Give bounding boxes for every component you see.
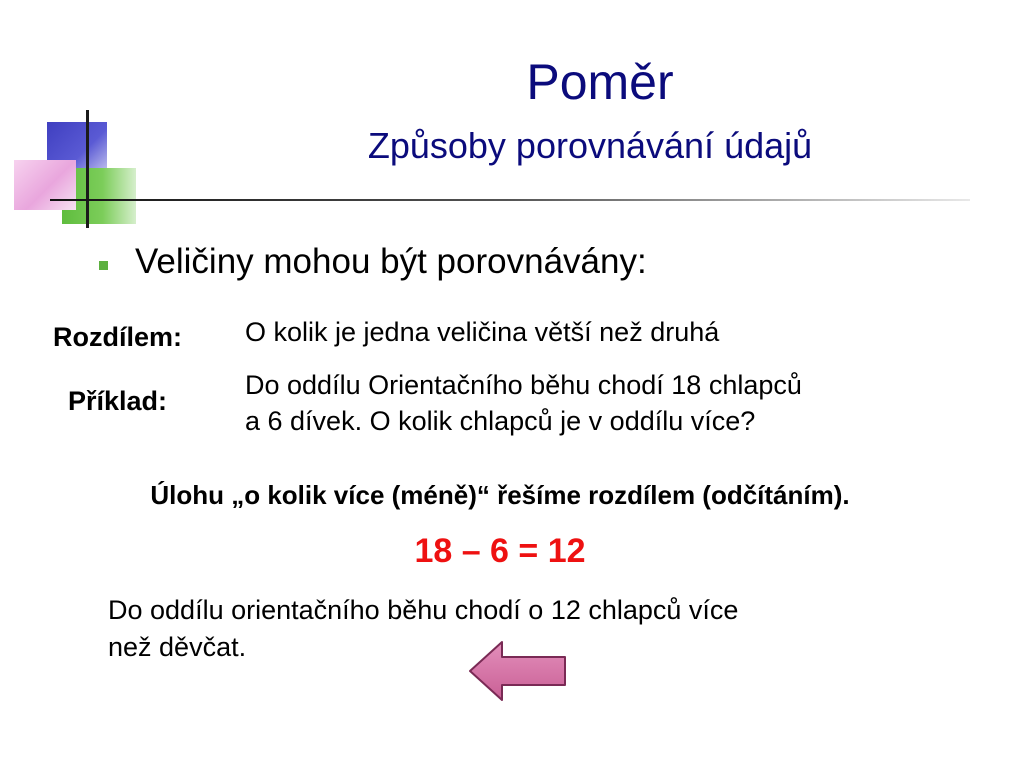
difference-label: Rozdílem: bbox=[53, 322, 183, 352]
slide-title: Poměr bbox=[526, 54, 674, 110]
title-divider-line bbox=[50, 199, 970, 201]
left-arrow-icon bbox=[468, 640, 568, 702]
decor-pink-square bbox=[14, 160, 76, 210]
equation: 18 – 6 = 12 bbox=[414, 532, 586, 570]
bullet-square-icon bbox=[99, 261, 108, 270]
answer-line-2: než děvčat. bbox=[108, 632, 247, 662]
bullet-text: Veličiny mohou být porovnávány: bbox=[135, 242, 647, 281]
difference-definition: O kolik je jedna veličina větší než druhá bbox=[245, 317, 720, 347]
example-line-1: Do oddílu Orientačního běhu chodí 18 chlapců bbox=[245, 370, 802, 400]
example-line-2: a 6 dívek. O kolik chlapců je v oddílu více? bbox=[245, 406, 756, 436]
slide-subtitle: Způsoby porovnávání údajů bbox=[367, 125, 813, 166]
example-label: Příklad: bbox=[68, 386, 168, 416]
decor-vertical-line bbox=[86, 110, 89, 228]
answer-line-1: Do oddílu orientačního běhu chodí o 12 chlapců více bbox=[108, 595, 739, 625]
example-text bbox=[245, 367, 985, 439]
back-button[interactable] bbox=[468, 640, 568, 702]
task-statement: Úlohu „o kolik více (méně)“ řešíme rozdílem (odčítáním). bbox=[150, 480, 850, 510]
